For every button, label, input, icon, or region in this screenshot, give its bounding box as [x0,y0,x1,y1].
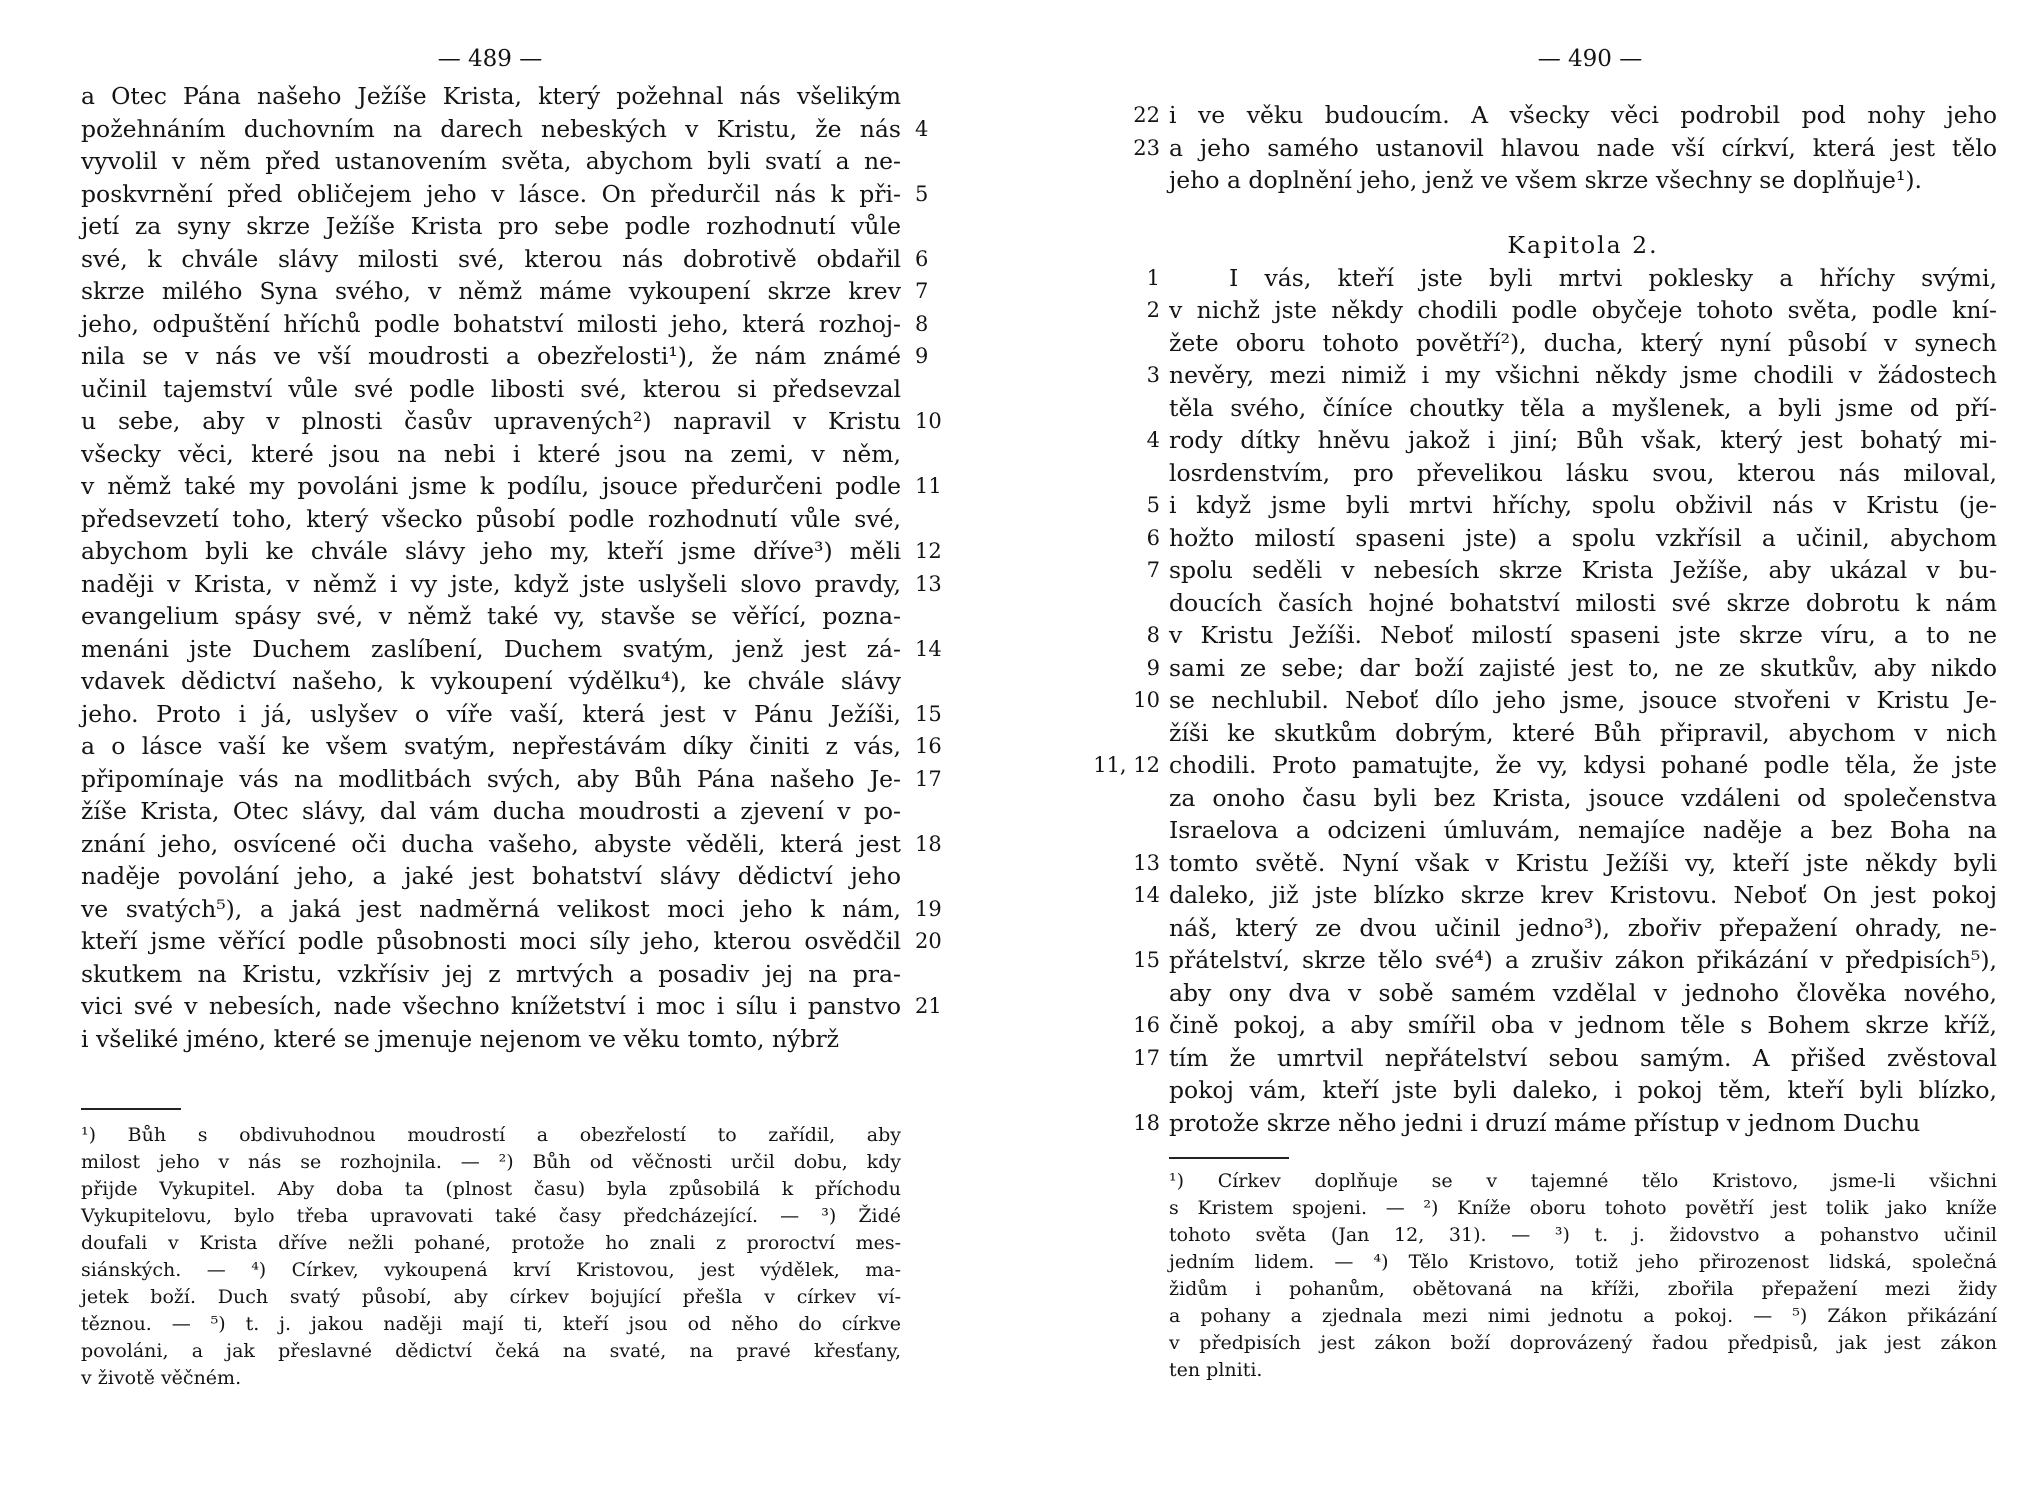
text-line: jeho, odpuštění hříchů podle bohatství milosti jeho, která rozhoj- [81,309,901,338]
verse-number: 18 [915,831,942,856]
footnote-line: doufali v Krista dříve nežli pohané, protože ho znali z proroctví mes- [81,1232,901,1254]
text-line: těla svého, číníce choutky těla a myšlenek, a byli jsme od pří- [1169,393,1997,422]
footnote-line: jetek boží. Duch svatý působí, aby církev bojující přešla v církev ví- [81,1286,901,1308]
text-line: naděje povolání jeho, a jaké jest bohatství slávy dědictví jeho [81,862,901,890]
footnote-divider [1169,1157,1289,1159]
text-line: aby ony dva v sobě samém vzdělal v jednoho člověka nového, [1169,978,1997,1007]
verse-number: 8 [915,311,929,336]
verse-number: 21 [915,994,942,1018]
verse-number: 16 [915,734,942,758]
page-number: — 490 — [1537,46,1643,72]
footnote-line: s Kristem spojeni. — ²) Kníže oboru tohoto povětří jest tolik jako kníže [1169,1197,1997,1219]
footnote-line: jedním lidem. — ⁴) Tělo Kristovo, totiž jeho přirozenost lidská, společná [1169,1251,1997,1273]
verse-number: 17 [1133,1045,1160,1070]
text-line: ve svatých⁵), a jaká jest nadměrná velikost moci jeho k nám, [81,894,901,923]
text-line: losrdenstvím, pro převelikou lásku svou, kterou nás miloval, [1169,458,1997,487]
verse-number: 6 [915,246,929,271]
text-line: i ve věku budoucím. A všecky věci podrobil pod nohy jeho [1169,101,1997,129]
text-line: žíše Krista, Otec slávy, dal vám ducha moudrosti a zjevení v po- [81,797,901,825]
text-line: Israelova a odcizeni úmluvám, nemajíce naděje a bez Boha na [1169,816,1997,844]
verse-number: 14 [1133,883,1160,907]
text-line: vyvolil v něm před ustanovením světa, abychom byli svatí a ne- [81,147,901,175]
text-line: poskvrnění před obličejem jeho v lásce. On předurčil nás k při- [81,179,901,208]
verse-number: 9 [915,344,929,368]
text-line: v němž také my povoláni jsme k podílu, jsouce předurčeni podle [81,472,901,500]
text-line: žete oboru tohoto povětří²), ducha, který nyní působí v synech [1169,328,1997,357]
text-line: všecky věci, které jsou na nebi i které jsou na zemi, v něm, [81,439,901,468]
verse-number: 2 [1146,298,1160,322]
verse-number: 17 [915,766,942,791]
text-line: požehnáním duchovním na darech nebeských v Kristu, že nás [81,114,901,143]
text-line: v nichž jste někdy chodili podle obyčeje tohoto světa, podle kní- [1169,296,1997,324]
text-line: tím že umrtvil nepřátelství sebou samým. A přišed zvěstoval [1169,1043,1997,1072]
verse-number: 15 [915,701,942,726]
verse-number: 15 [1133,948,1160,972]
footnote-line: ¹) Církev doplňuje se v tajemné tělo Kristovo, jsme-li všichni [1169,1170,1997,1192]
text-line: za onoho času byli bez Krista, jsouce vzdáleni od společenstva [1169,783,1997,812]
verse-number: 7 [1146,558,1160,582]
text-line: znání jeho, osvícené oči ducha vašeho, abyste věděli, která jest [81,829,901,858]
text-line: rody dítky hněvu jakož i jiní; Bůh však, který jest bohatý mi- [1169,426,1997,454]
verse-number: 23 [1133,135,1160,160]
verse-number: 20 [915,929,942,953]
verse-number: 4 [1146,428,1160,452]
text-line: daleko, již jste blízko skrze krev Kristovu. Neboť On jest pokoj [1169,881,1997,909]
text-line: u sebe, aby v plnosti časův upravených²) napravil v Kristu [81,407,901,435]
verse-number: 8 [1146,623,1160,647]
verse-number: 1 [1146,265,1160,290]
verse-number: 22 [1133,103,1160,127]
verse-number: 14 [915,636,942,661]
verse-number: 13 [915,571,942,596]
text-line: i když jsme byli mrtvi hříchy, spolu obživil nás v Kristu (je- [1169,491,1997,519]
footnote-line: Vykupitelovu, bylo třeba upravovati také časy předcházející. — ³) Židé [81,1205,901,1227]
text-line: připomínaje vás na modlitbách svých, aby Bůh Pána našeho Je- [81,764,901,793]
verse-number: 6 [1146,525,1160,550]
verse-number: 9 [1146,655,1160,680]
right-page [1010,0,2020,1500]
text-line: se nechlubil. Neboť dílo jeho jsme, jsouce stvořeni v Kristu Je- [1169,686,1997,714]
footnote-line: a pohany a zjednala mezi nimi jednotu a pokoj. — ⁵) Zákon přikázání [1169,1305,1997,1327]
text-line: sami ze sebe; dar boží zajisté jest to, ne ze skutkův, aby nikdo [1169,653,1997,682]
verse-number: 11, 12 [1093,753,1160,777]
text-line: předsevzetí toho, který všecko působí podle rozhodnutí vůle své, [81,504,901,533]
text-line: kteří jsme věřící podle působnosti moci síly jeho, kterou osvědčil [81,927,901,955]
footnote-line: v životě věčném. [81,1367,242,1389]
text-line: vici své v nebesích, nade všechno knížetství i moc i sílu i panstvo [81,992,901,1020]
text-line: chodili. Proto pamatujte, že vy, kdysi pohané podle těla, že jste [1169,751,1997,779]
verse-number: 7 [915,279,929,303]
text-line: abychom byli ke chvále slávy jeho my, kteří jsme dříve³) měli [81,537,901,565]
footnote-line: siánských. — ⁴) Církev, vykoupená krví Kristovou, jest výdělek, ma- [81,1259,901,1281]
text-line: menáni jste Duchem zaslíbení, Duchem svatým, jenž jest zá- [81,634,901,663]
text-line: I vás, kteří jste byli mrtvi poklesky a hříchy svými, [1229,263,1997,292]
text-line: i všeliké jméno, které se jmenuje nejenom ve věku tomto, nýbrž [81,1024,840,1053]
text-line: a jeho samého ustanovil hlavou nade vší církví, která jest tělo [1169,133,1997,162]
text-line: náš, který ze dvou učinil jedno³), zbořiv přepažení ohrady, ne- [1169,913,1997,942]
text-line: skrze milého Syna svého, v němž máme vykoupení skrze krev [81,277,901,305]
verse-number: 10 [915,409,942,433]
text-line: skutkem na Kristu, vzkřísiv jej z mrtvých a posadiv jej na pra- [81,959,901,988]
text-line: žíši ke skutkům dobrým, které Bůh připravil, abychom v nich [1169,718,1997,747]
verse-number: 19 [915,896,942,921]
verse-number: 10 [1133,688,1160,712]
text-line: přátelství, skrze tělo své⁴) a zrušiv zákon přikázání v předpisích⁵), [1169,946,1997,974]
verse-number: 4 [915,116,929,141]
verse-number: 16 [1133,1013,1160,1037]
footnote-line: ¹) Bůh s obdivuhodnou moudrostí a obezřelostí to zařídil, aby [81,1124,901,1146]
text-line: protože skrze něho jedni i druzí máme přístup v jednom Duchu [1169,1108,1921,1137]
left-page [0,0,1000,1500]
text-line: doucích časích hojné bohatství milosti své skrze dobrotu k nám [1169,588,1997,617]
text-line: hožto milostí spaseni jste) a spolu vzkřísil a učinil, abychom [1169,523,1997,552]
footnote-line: povoláni, a jak přeslavné dědictví čeká na svaté, na pravé křesťany, [81,1340,901,1362]
verse-number: 13 [1133,850,1160,875]
footnote-line: židům i pohanům, obětovaná na kříži, zbořila přepažení mezi židy [1169,1278,1997,1300]
footnote-line: milost jeho v nás se rozhojnila. — ²) Bůh od věčnosti určil dobu, kdy [81,1151,901,1173]
footnote-line: přijde Vykupitel. Aby doba ta (plnost času) byla způsobilá k příchodu [81,1178,901,1200]
text-line: čině pokoj, a aby smířil oba v jednom těle s Bohem skrze kříž, [1169,1011,1997,1039]
text-line: své, k chvále slávy milosti své, kterou nás dobrotivě obdařil [81,244,901,273]
text-line: v Kristu Ježíši. Neboť milostí spaseni jste skrze víru, a to ne [1169,621,1997,649]
verse-number: 5 [1146,493,1160,517]
verse-number: 18 [1133,1110,1160,1135]
text-line: jetí za syny skrze Ježíše Krista pro sebe podle rozhodnutí vůle [81,212,901,240]
text-line: jeho. Proto i já, uslyšev o víře vaší, která jest v Pánu Ježíši, [81,699,901,728]
text-line: nevěry, mezi nimiž i my všichni někdy jsme chodili v žádostech [1169,361,1997,389]
text-line: nila se v nás ve vší moudrosti a obezřelosti¹), že nám známé [81,342,901,370]
footnote-line: tohoto světa (Jan 12, 31). — ³) t. j. židovstvo a pohanstvo učinil [1169,1224,1997,1246]
footnote-line: ten plniti. [1169,1359,1263,1381]
text-line: naději v Krista, v němž i vy jste, když jste uslyšeli slovo pravdy, [81,569,901,598]
text-line: jeho a doplnění jeho, jenž ve všem skrze všechny se doplňuje¹). [1169,166,1923,194]
text-line: spolu seděli v nebesích skrze Krista Ježíše, aby ukázal v bu- [1169,556,1997,584]
text-line: a o lásce vaší ke všem svatým, nepřestávám díky činiti z vás, [81,732,901,760]
verse-number: 12 [915,539,942,563]
verse-number: 5 [915,181,929,206]
text-line: vdavek dědictví našeho, k vykoupení výdělku⁴), ke chvále slávy [81,667,901,695]
text-line: evangelium spásy své, v němž také vy, stavše se věřící, pozna- [81,602,901,630]
footnote-line: těznou. — ⁵) t. j. jakou naději mají ti, kteří jsou od něho do církve [81,1313,901,1335]
page-number: — 489 — [437,46,543,72]
verse-number: 11 [915,474,942,498]
footnote-line: v předpisích jest zákon boží doprovázený řadou předpisů, jak jest zákon [1169,1332,1997,1354]
text-line: tomto světě. Nyní však v Kristu Ježíši vy, kteří jste někdy byli [1169,848,1997,877]
footnote-divider [81,1108,181,1110]
text-line: pokoj vám, kteří jste byli daleko, i pokoj těm, kteří byli blízko, [1169,1076,1997,1104]
text-line: učinil tajemství vůle své podle libosti své, kterou si předsevzal [81,374,901,403]
chapter-heading: Kapitola 2. [1507,231,1659,259]
verse-number: 3 [1146,363,1160,387]
text-line: a Otec Pána našeho Ježíše Krista, který požehnal nás všelikým [81,82,901,110]
